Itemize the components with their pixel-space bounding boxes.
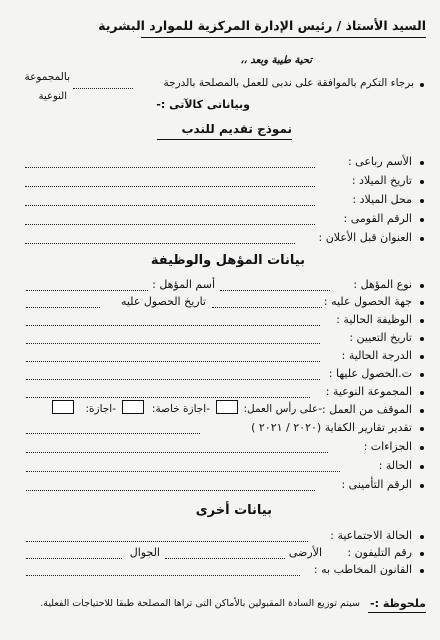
status-field[interactable] (26, 471, 340, 472)
marital-label: الحالة الاجتماعية : (330, 529, 412, 542)
note-underline (368, 612, 426, 613)
note-label: ملحوظة :- (370, 597, 426, 610)
phone-label: رقم التليفون : (347, 546, 412, 559)
hire-date-label: تاريخ التعيين : (349, 331, 412, 344)
name-label: الأسم رباعى : (347, 155, 412, 168)
bullet (420, 484, 424, 488)
birth-place-field[interactable] (25, 205, 315, 206)
penalties-label: الجزاءات : (363, 440, 412, 453)
addressee-title: السيد الأستاذ / رئيس الإدارة المركزية للموارد البشرية (98, 18, 426, 33)
bullet (420, 552, 424, 556)
birth-date-label: تاريخ الميلاد : (351, 174, 412, 187)
obtained-date-label: ت.الحصول عليها : (328, 367, 412, 380)
qual-date-field[interactable] (26, 307, 100, 308)
qualification-section-title: بيانات المؤهل والوظيفة (150, 253, 305, 268)
landline-label: الأرضى (288, 546, 322, 559)
bullet (420, 373, 424, 377)
group-type-field[interactable] (26, 397, 310, 398)
on-duty-checkbox[interactable] (216, 400, 238, 414)
bullet (420, 409, 424, 413)
marital-field[interactable] (26, 541, 308, 542)
bullet (420, 199, 424, 203)
bullet (420, 391, 424, 395)
issuer-field[interactable] (212, 307, 322, 308)
mobile-label: الجوال (129, 546, 160, 559)
qual-type-label: نوع المؤهل : (353, 278, 412, 291)
national-id-field[interactable] (25, 224, 315, 225)
current-job-field[interactable] (26, 325, 320, 326)
current-job-label: الوظيفة الحالية : (336, 313, 412, 326)
penalties-field[interactable] (26, 452, 328, 453)
note-text: سيتم توزيع السادة المقبولين بالأماكن التى تراها المصلحة طبقا للاحتياجات الفعلية. (40, 598, 360, 609)
bullet (420, 465, 424, 469)
qual-name-label: أسم المؤهل : (152, 278, 215, 291)
issuer-label: جهة الحصول عليه : (323, 295, 412, 308)
efficiency-label: تقدير تقارير الكفاية (٢٠٢٠ / ٢٠٢١ ) (251, 421, 412, 434)
data-intro: وبياناتى كالآتى :- (156, 98, 250, 111)
bullet (420, 237, 424, 241)
bullet (420, 569, 424, 573)
group-label: بالمجموعة (24, 71, 70, 83)
insurance-field[interactable] (26, 490, 315, 491)
insurance-label: الرقم التأمينى : (341, 478, 412, 491)
title-underline (141, 37, 426, 38)
bullet (420, 535, 424, 539)
qual-date-label: تاريخ الحصول عليه (120, 295, 206, 308)
grade-label: الدرجة الحالية : (341, 349, 412, 362)
group-type-label: المجموعة النوعية : (325, 385, 412, 398)
bullet (420, 301, 424, 305)
bullet (420, 180, 424, 184)
status-label: الحالة : (378, 459, 412, 472)
landline-field[interactable] (165, 558, 285, 559)
on-duty-label: -على رأس العمل: (243, 403, 322, 415)
form-title-underline (157, 139, 292, 140)
grade-value-field[interactable] (26, 361, 320, 362)
bullet (420, 161, 424, 165)
qual-type-field[interactable] (220, 290, 330, 291)
grade-field[interactable] (73, 88, 133, 89)
birth-place-label: محل الميلاد : (352, 193, 412, 206)
greeting: تحية طيبة وبعد ،، (240, 55, 312, 66)
leave-checkbox[interactable] (52, 400, 74, 414)
bullet (420, 284, 424, 288)
request-line1: برجاء التكرم بالموافقة على ندبى للعمل بالمصلحة بالدرجة (163, 77, 414, 89)
law-label: القانون المخاطب به : (313, 563, 412, 576)
name-field[interactable] (25, 167, 315, 168)
bullet (420, 337, 424, 341)
national-id-label: الرقم القومى : (343, 212, 412, 225)
quality-label: النوعية (38, 91, 67, 102)
law-field[interactable] (26, 575, 300, 576)
form-title: نموذج تقديم للندب (181, 122, 292, 136)
special-leave-label: -اجازة خاصة: (151, 403, 210, 415)
obtained-date-field[interactable] (26, 379, 320, 380)
address-field[interactable] (25, 243, 295, 244)
leave-label: -اجازة: (85, 403, 116, 415)
mobile-field[interactable] (26, 558, 122, 559)
bullet (420, 355, 424, 359)
bullet (420, 319, 424, 323)
bullet (420, 446, 424, 450)
work-status-label: الموقف من العمل : (322, 403, 412, 416)
bullet (420, 427, 424, 431)
qual-name-field[interactable] (26, 290, 148, 291)
efficiency-field[interactable] (26, 433, 200, 434)
address-label: العنوان قبل الأعلان : (318, 231, 412, 244)
bullet (420, 83, 424, 87)
bullet (420, 218, 424, 222)
hire-date-field[interactable] (26, 343, 320, 344)
other-section-title: بيانات أخرى (195, 503, 272, 518)
special-leave-checkbox[interactable] (122, 400, 144, 414)
birth-date-field[interactable] (25, 186, 315, 187)
